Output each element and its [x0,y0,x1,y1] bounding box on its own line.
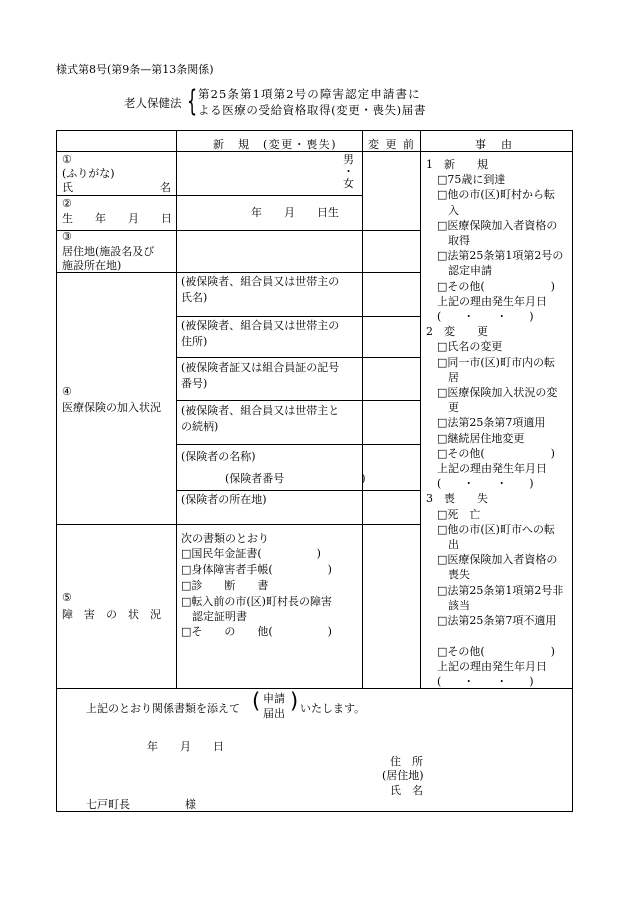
relationship-label: (被保険者、組合員又は世帯主と [181,404,340,417]
insurer-address-label: (保険者の所在地) [181,493,267,506]
sex-separator: ・ [343,165,354,178]
header-before-change: 変 更 前 [368,138,416,151]
attach-statement: 上記のとおり関係書類を添えて [86,702,240,715]
pension-certificate-checkbox[interactable]: □国民年金証書( ) [181,547,321,560]
rule [176,316,420,317]
prior-certificate-checkbox[interactable]: □転入前の市(区)町村長の障害 [181,595,332,608]
insurer-name-label: (保険者の名称) [181,450,256,463]
birth-date-field[interactable]: 年 月 日生 [251,206,339,219]
insured-name-label: 氏名) [181,291,208,304]
form-title-line-2: よる医療の受給資格取得(変更・喪失)届書 [198,103,426,117]
disability-number: ⑤ [62,591,72,604]
residence-label: 居住地(施設名及び [62,245,155,258]
option-apply[interactable]: 申請 [263,692,285,705]
rule [420,130,421,688]
residence-number: ③ [62,230,72,243]
insurer-number-label: (保険者番号 ) [225,472,366,485]
name-label: 氏 [62,181,73,194]
header-reason: 事 由 [475,138,514,151]
medical-certificate-checkbox[interactable]: □診 断 書 [181,579,269,592]
signer-name-label: 氏 名 [390,784,423,797]
rule [176,444,420,445]
disability-handbook-checkbox[interactable]: □身体障害者手帳( ) [181,563,332,576]
prior-certificate-label: 認定証明書 [181,610,247,623]
relationship-label: の続柄) [181,420,219,433]
insured-name-label: (被保険者、組合員又は世帯主の [181,275,340,288]
address-label: 住 所 [390,755,423,768]
rule [176,357,420,358]
addressee: 七戸町長 様 [86,798,196,811]
insurance-number: ④ [62,385,72,398]
birth-label: 生 年 月 日 [62,212,172,225]
rule [56,230,420,231]
name-label: 名 [160,181,171,194]
birth-number: ② [62,197,72,210]
sex-female[interactable]: 女 [343,177,354,190]
disability-label: 障 害 の 状 況 [62,608,161,621]
reason-checklist[interactable]: 1 新 規 □75歳に到達 □他の市(区)町村から転 入 □医療保険加入者資格の 取得 □法第25条第1項第2号の 認定申請 □その他( ) 上記の理由発生年月日 ( ・ ・ ) 2 変 更 □氏名の変更 □同一市(区)町市内の転 居 □医療保険加入状況の変 更 □法第25条第7項適用 □継続居住地変更 □その他( ) 上記の理由発生年月日 ( ・ ・ ) 3 喪 失 □死 亡 □他の市(区)町市への転 出 □医療保険加入者資格の 喪失 □法第25条第1項第2号非 該当 □法第25条第7項不適用 □その他( ) 上記の理由発生年月日 ( ・ ・ ) [426,158,564,688]
header-new: 新 規 (変更・喪失) [213,138,338,151]
insurance-card-number-label: (被保険者証又は組合員証の記号 [181,361,340,374]
sex-male[interactable]: 男 [343,153,354,166]
rule [56,524,420,525]
insurance-label: 医療保険の加入状況 [62,401,161,414]
bracket-left: ( [252,689,261,713]
attach-statement-end: いたします。 [300,702,366,715]
residence-footer-label: (居住地) [382,769,424,782]
date-field[interactable]: 年 月 日 [147,740,224,753]
rule [176,400,420,401]
other-document-checkbox[interactable]: □そ の 他( ) [181,625,332,638]
rule [176,130,177,688]
rule [56,195,362,196]
insurance-card-number-label: 番号) [181,377,208,390]
insured-address-label: 住所) [181,335,208,348]
brace-symbol: { [187,84,198,118]
rule [176,490,420,491]
name-number: ① [62,153,72,166]
bracket-right: ) [290,689,299,713]
law-name: 老人保健法 [124,96,182,110]
residence-label: 施設所在地) [62,259,122,272]
form-title-line-1: 第25条第1項第2号の障害認定申請書に [198,87,421,101]
rule [362,130,363,688]
option-notify[interactable]: 届出 [263,707,285,720]
insured-address-label: (被保険者、組合員又は世帯主の [181,319,340,332]
name-furigana-label: (ふりがな) [62,167,115,180]
disability-docs-intro: 次の書類のとおり [181,532,269,545]
form-reference: 様式第8号(第9条—第13条関係) [56,63,214,76]
